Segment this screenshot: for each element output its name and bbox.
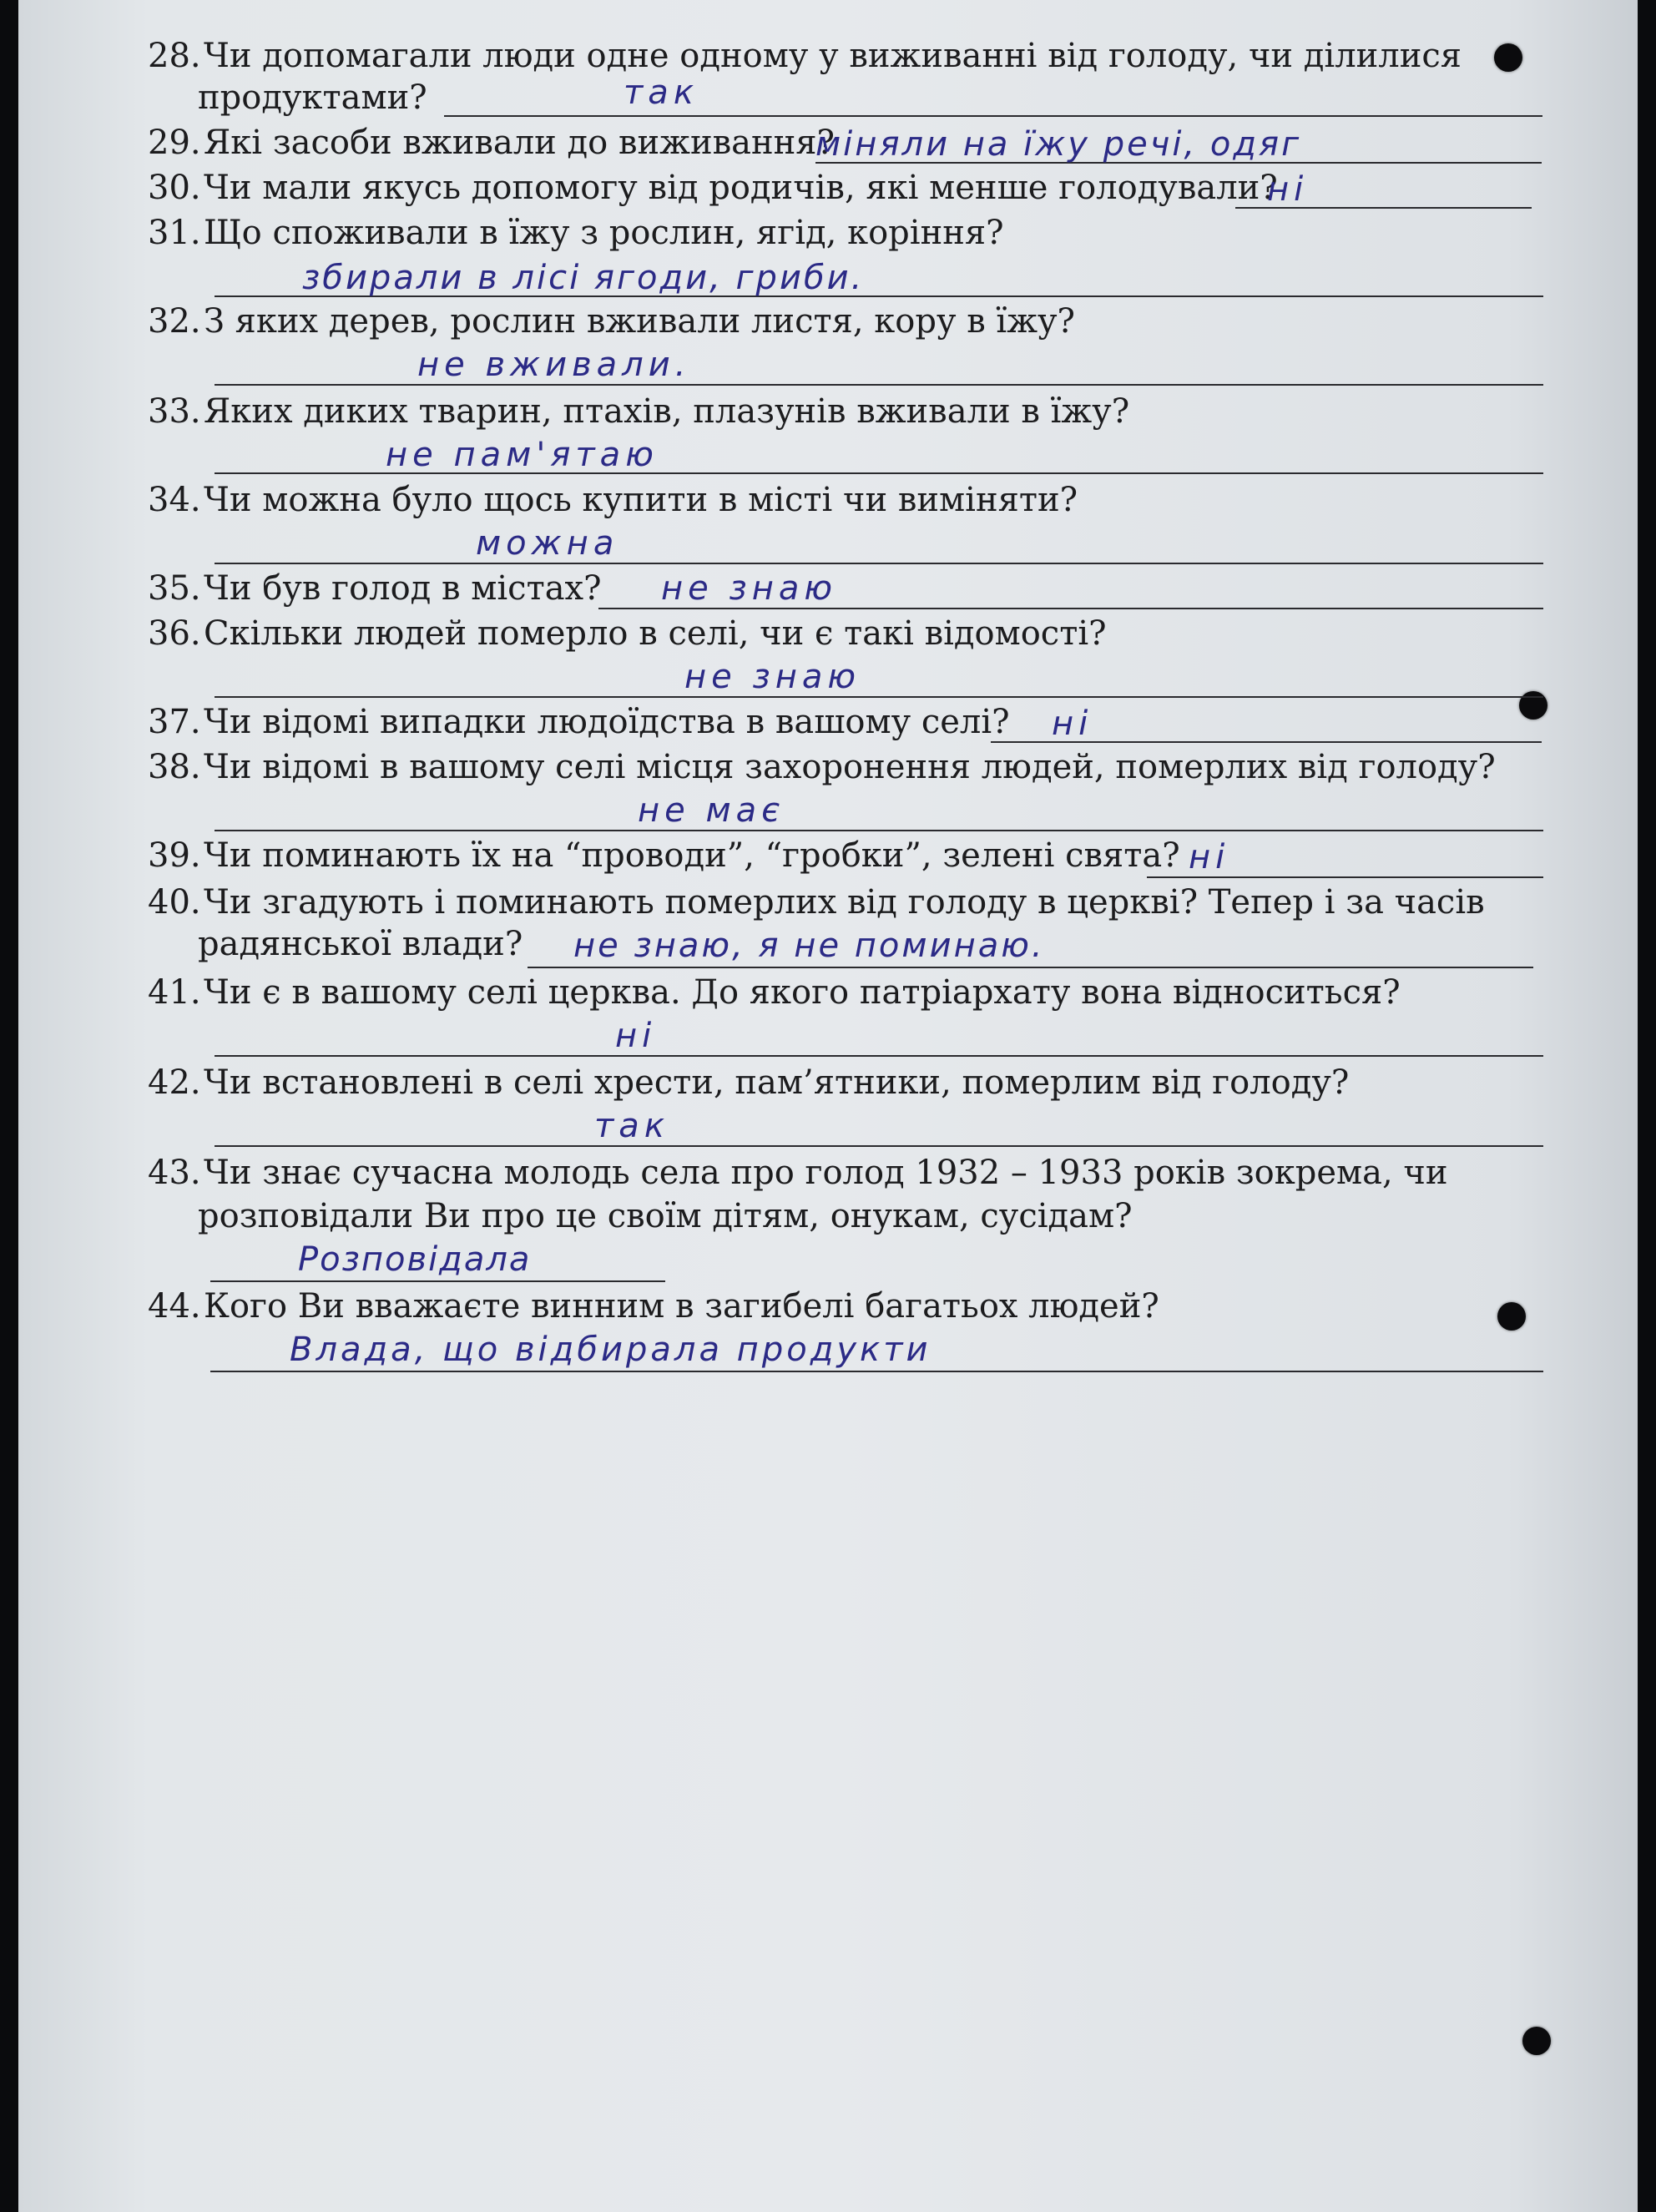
question-text: Які засоби вживали до виживання?: [204, 124, 835, 162]
question-number: 44.: [148, 1287, 201, 1326]
question-43-continuation: [18, 1194, 1638, 1244]
question-number: 32.: [148, 302, 201, 341]
question-39: [18, 833, 1638, 883]
handwritten-answer: міняли на їжу речі, одяг: [815, 125, 1302, 164]
question-text: Скільки людей померло в селі, чи є такі відомості?: [204, 614, 1107, 653]
question-number: 33.: [148, 392, 201, 431]
handwritten-answer: не вживали.: [417, 346, 691, 384]
question-text: Чи допомагали люди одне одному у виживанні від голоду, чи ділилися: [204, 37, 1462, 75]
answer-line: [215, 830, 1543, 831]
question-number: 36.: [148, 614, 201, 653]
question-number: 37.: [148, 703, 201, 741]
questionnaire-page: [18, 0, 1638, 2212]
question-text: Чи згадують і поминають померлих від голоду в церкві? Тепер і за часів: [204, 883, 1485, 922]
question-number: 34.: [148, 481, 201, 519]
question-text: Чи знає сучасна молодь села про голод 1932 – 1933 років зокрема, чи: [204, 1154, 1448, 1192]
question-38: [18, 745, 1638, 795]
answer-line: [210, 1280, 665, 1282]
question-text: Кого Ви вважаєте винним в загибелі багатьох людей?: [204, 1287, 1159, 1326]
question-32: [18, 299, 1638, 349]
handwritten-answer: не знаю: [661, 569, 838, 608]
handwritten-answer: не пам'ятаю: [386, 436, 659, 474]
answer-line: [444, 115, 1542, 117]
handwritten-answer: ні: [1267, 170, 1309, 209]
handwritten-answer: ні: [615, 1017, 657, 1055]
question-text: З яких дерев, рослин вживали листя, кору в їжу?: [204, 302, 1076, 341]
question-text: Яких диких тварин, птахів, плазунів вживали в їжу?: [204, 392, 1130, 431]
question-text-continued: розповідали Ви про це своїм дітям, онукам, сусідам?: [198, 1197, 1133, 1235]
question-text: Чи відомі випадки людоїдства в вашому селі?: [204, 703, 1010, 741]
handwritten-answer: Розповідала: [298, 1240, 532, 1279]
question-text-continued: продуктами?: [198, 78, 427, 117]
question-34: [18, 477, 1638, 528]
question-text: Чи є в вашому селі церква. До якого патріархату вона відноситься?: [204, 973, 1401, 1012]
question-text: Чи встановлені в селі хрести, пам’ятники, померлим від голоду?: [204, 1063, 1350, 1102]
handwritten-answer: Влада, що відбирала продукти: [290, 1331, 932, 1369]
question-number: 35.: [148, 569, 201, 608]
answer-line: [215, 1145, 1543, 1147]
question-number: 40.: [148, 883, 201, 922]
question-44: [18, 1284, 1638, 1334]
question-28-continuation: [18, 75, 1638, 125]
handwritten-answer: так: [624, 73, 699, 112]
question-number: 41.: [148, 973, 201, 1012]
question-number: 30.: [148, 169, 201, 207]
binder-hole-4: [1522, 2027, 1551, 2055]
handwritten-answer: ні: [1189, 838, 1230, 876]
answer-line: [215, 1055, 1543, 1057]
question-number: 29.: [148, 124, 201, 162]
question-text: Чи був голод в містах?: [204, 569, 602, 608]
question-number: 43.: [148, 1154, 201, 1192]
question-text: Чи відомі в вашому селі місця захоронення людей, померлих від голоду?: [204, 748, 1496, 786]
question-number: 38.: [148, 748, 201, 786]
question-number: 39.: [148, 836, 201, 875]
question-text: Чи поминають їх на “проводи”, “гробки”, зелені свята?: [204, 836, 1180, 875]
question-number: 31.: [148, 214, 201, 252]
handwritten-answer: не знаю: [684, 658, 861, 696]
handwritten-answer: можна: [476, 524, 619, 563]
question-number: 42.: [148, 1063, 201, 1102]
question-33: [18, 389, 1638, 439]
question-31: [18, 210, 1638, 260]
question-text: Чи мали якусь допомогу від родичів, які менше голодували?: [204, 169, 1278, 207]
handwritten-answer: так: [594, 1107, 669, 1145]
handwritten-answer: збирали в лісі ягоди, гриби.: [302, 259, 865, 297]
handwritten-answer: ні: [1052, 705, 1093, 743]
question-42: [18, 1060, 1638, 1110]
answer-line: [528, 967, 1533, 968]
question-41: [18, 970, 1638, 1020]
handwritten-answer: не знаю, я не поминаю.: [573, 927, 1045, 965]
answer-line: [215, 384, 1543, 386]
question-text-continued: радянської влади?: [198, 925, 523, 963]
answer-line: [215, 563, 1543, 564]
question-number: 28.: [148, 37, 201, 75]
question-text: Чи можна було щось купити в місті чи виміняти?: [204, 481, 1078, 519]
handwritten-answer: не має: [638, 791, 785, 830]
question-text: Що споживали в їжу з рослин, ягід, коріння?: [204, 214, 1004, 252]
question-36: [18, 611, 1638, 661]
answer-line: [210, 1371, 1543, 1372]
question-43: [18, 1150, 1638, 1200]
answer-line: [215, 696, 1543, 698]
